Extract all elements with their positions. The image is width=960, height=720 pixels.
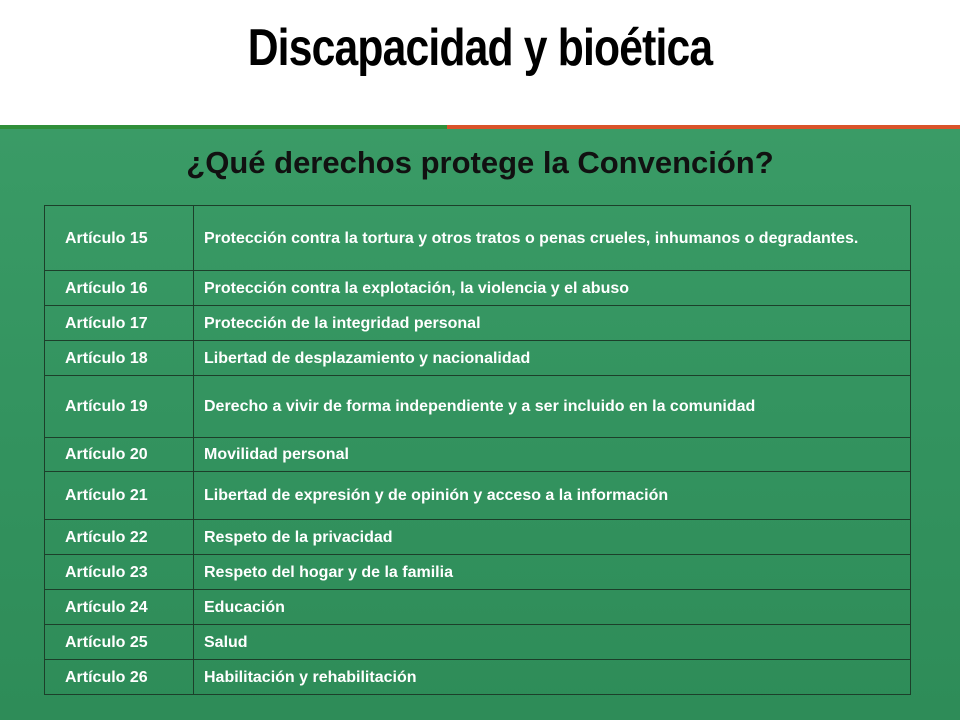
- right-cell: Libertad de desplazamiento y nacionalidad: [194, 341, 911, 376]
- table-row: [45, 341, 911, 376]
- table-row: [45, 376, 911, 438]
- table-row: [45, 520, 911, 555]
- table-row: [45, 306, 911, 341]
- article-cell: Artículo 23: [45, 555, 194, 590]
- article-cell: Artículo 18: [45, 341, 194, 376]
- article-cell: Artículo 22: [45, 520, 194, 555]
- article-cell: Artículo 15: [45, 206, 194, 271]
- right-cell: Respeto del hogar y de la familia: [194, 555, 911, 590]
- article-cell: Artículo 17: [45, 306, 194, 341]
- table-row: [45, 472, 911, 520]
- slide-subtitle: ¿Qué derechos protege la Convención?: [186, 145, 774, 180]
- slide-header: [0, 0, 960, 125]
- rights-table: [44, 205, 911, 695]
- right-cell: Derecho a vivir de forma independiente y a ser incluido en la comunidad: [194, 376, 911, 438]
- article-cell: Artículo 24: [45, 590, 194, 625]
- table-row: [45, 625, 911, 660]
- article-cell: Artículo 25: [45, 625, 194, 660]
- right-cell: Salud: [194, 625, 911, 660]
- table-row: [45, 271, 911, 306]
- table-row: [45, 590, 911, 625]
- right-cell: Protección contra la tortura y otros tratos o penas crueles, inhumanos o degradantes.: [194, 206, 911, 271]
- table-row: [45, 660, 911, 695]
- right-cell: Protección contra la explotación, la violencia y el abuso: [194, 271, 911, 306]
- article-cell: Artículo 20: [45, 438, 194, 472]
- right-cell: Educación: [194, 590, 911, 625]
- article-cell: Artículo 26: [45, 660, 194, 695]
- table-row: [45, 438, 911, 472]
- right-cell: Libertad de expresión y de opinión y acceso a la información: [194, 472, 911, 520]
- table-row: [45, 206, 911, 271]
- article-cell: Artículo 19: [45, 376, 194, 438]
- table-row: [45, 555, 911, 590]
- right-cell: Movilidad personal: [194, 438, 911, 472]
- article-cell: Artículo 21: [45, 472, 194, 520]
- right-cell: Respeto de la privacidad: [194, 520, 911, 555]
- slide-title: Discapacidad y bioética: [247, 19, 713, 77]
- right-cell: Habilitación y rehabilitación: [194, 660, 911, 695]
- article-cell: Artículo 16: [45, 271, 194, 306]
- right-cell: Protección de la integridad personal: [194, 306, 911, 341]
